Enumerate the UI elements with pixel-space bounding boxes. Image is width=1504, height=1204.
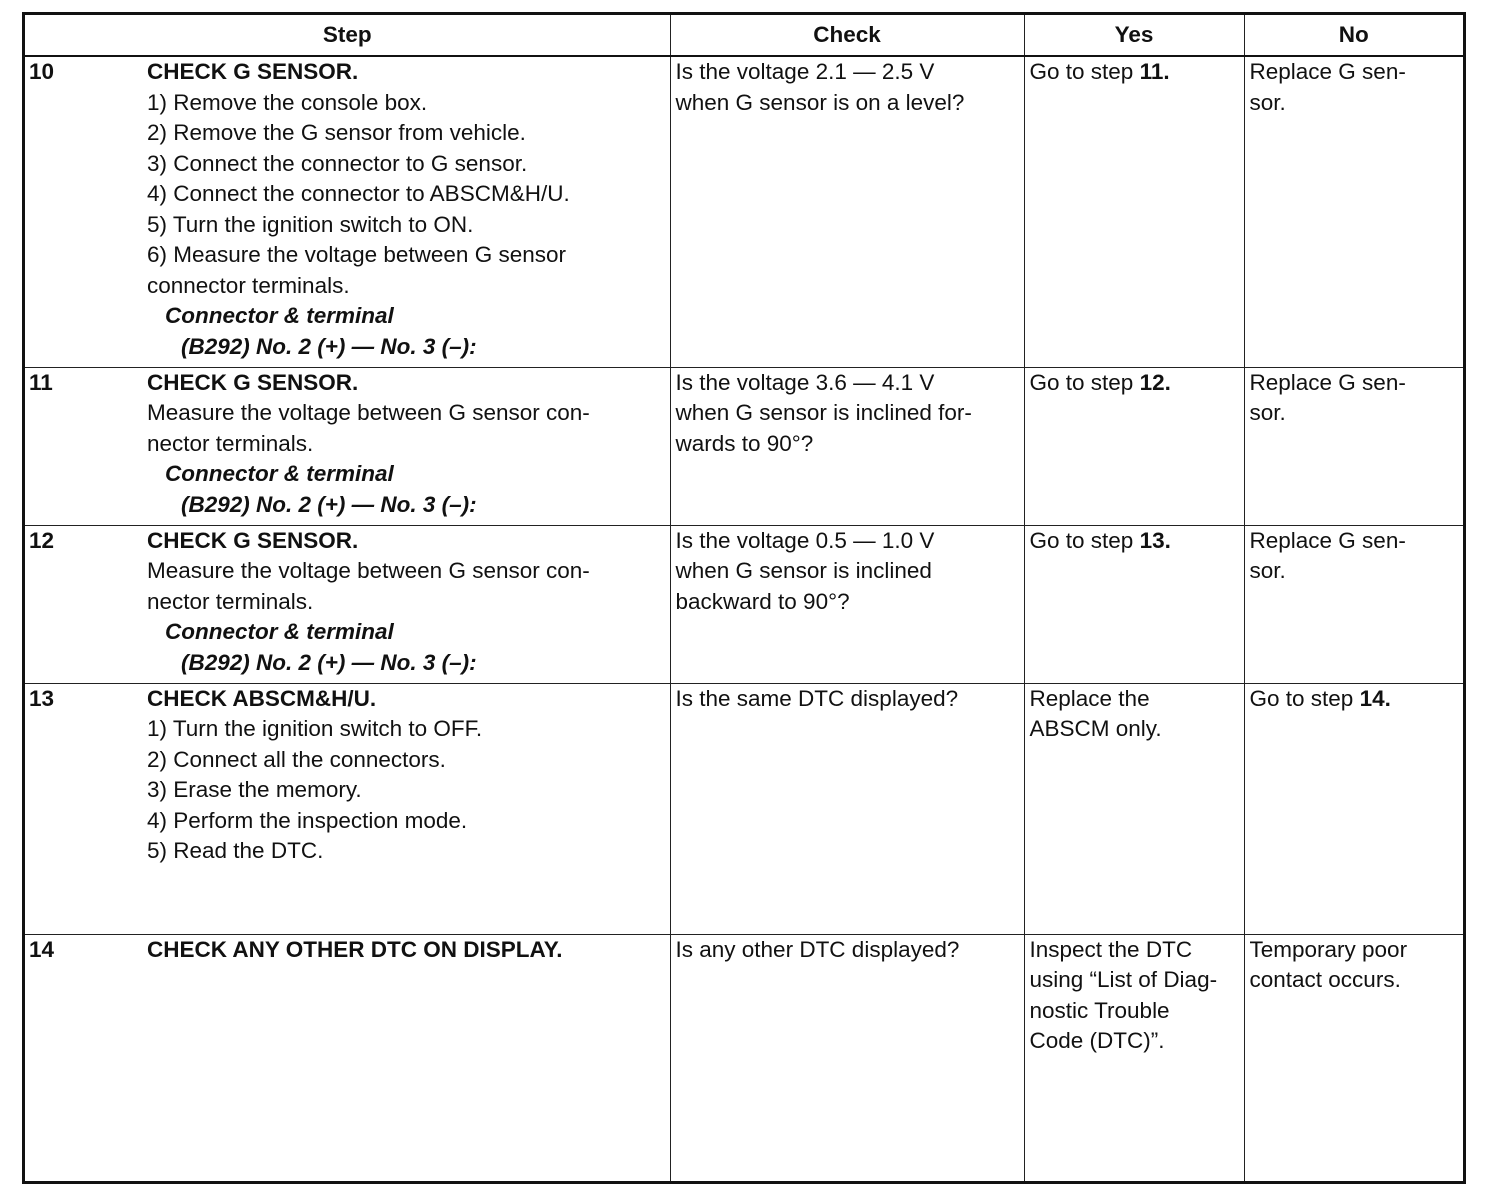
table-row-14 [25,934,1463,1181]
step-line: 5) Read the DTC. [147,838,324,863]
check-line: when G sensor is on a level? [675,89,965,115]
yes-line: nostic Trouble [1029,997,1170,1023]
connector-label: Connector & terminal [165,461,394,486]
step-line: 4) Connect the connector to ABSCM&H/U. [147,181,570,206]
step-title: CHECK G SENSOR. [147,369,359,395]
yes-cell [1024,934,1244,1181]
diagnostic-table-frame [22,12,1466,1184]
table-row-10 [25,56,1463,367]
no-step-ref: 14. [1359,685,1391,711]
step-line: 1) Remove the console box. [147,89,428,115]
check-cell [670,56,1024,367]
no-cell [1244,56,1463,367]
step-title: CHECK ANY OTHER DTC ON DISPLAY. [147,936,563,962]
yes-cell [1024,367,1244,525]
step-line: 4) Perform the inspection mode. [147,807,468,833]
yes-text: Go to step [1029,59,1140,84]
step-title: CHECK ABSCM&H/U. [147,685,377,711]
table-row-13 [25,683,1463,934]
no-line: sor. [1249,558,1286,583]
no-line: Temporary poor [1249,936,1408,962]
no-cell [1244,934,1463,1181]
no-line: contact occurs. [1249,967,1401,992]
step-number: 11 [29,369,53,395]
table-row-11 [25,367,1463,525]
step-number: 10 [29,59,55,84]
yes-cell [1024,525,1244,683]
no-text: Go to step [1249,685,1360,711]
yes-text: Go to step [1029,369,1140,395]
yes-line: ABSCM only. [1029,716,1162,741]
step-line: 6) Measure the voltage between G sensor [147,242,566,267]
check-line: Is the voltage 0.5 — 1.0 V [675,527,935,553]
header-yes: Yes [1024,15,1244,56]
check-cell [670,683,1024,934]
step-cell [25,367,670,525]
step-title: CHECK G SENSOR. [147,59,359,84]
terminal-spec: (B292) No. 2 (+) — No. 3 (–): [181,333,477,359]
terminal-spec: (B292) No. 2 (+) — No. 3 (–): [181,649,477,675]
step-cell [25,683,670,934]
header-step: Step [25,15,670,56]
yes-step-ref: 11. [1139,59,1170,84]
check-line: Is any other DTC displayed? [675,936,960,962]
no-line: Replace G sen- [1249,369,1406,395]
step-line: 1) Turn the ignition switch to OFF. [147,716,483,741]
step-line: 2) Remove the G sensor from vehicle. [147,120,526,145]
step-cell [25,525,670,683]
step-line: 5) Turn the ignition switch to ON. [147,211,474,237]
connector-label: Connector & terminal [165,619,394,644]
no-line: sor. [1249,89,1286,115]
check-line: when G sensor is inclined [675,558,932,583]
check-cell [670,367,1024,525]
yes-line: Replace the [1029,685,1150,711]
no-line: Replace G sen- [1249,59,1406,84]
step-line: 2) Connect all the connectors. [147,746,446,772]
step-line: nector terminals. [147,588,314,614]
yes-cell [1024,683,1244,934]
no-cell [1244,683,1463,934]
check-line: when G sensor is inclined for- [675,400,972,425]
step-cell [25,934,670,1181]
step-title: CHECK G SENSOR. [147,527,359,553]
check-line: Is the voltage 3.6 — 4.1 V [675,369,935,395]
yes-step-ref: 13. [1139,527,1171,553]
header-row [25,15,1463,56]
header-check: Check [670,15,1024,56]
step-line: Measure the voltage between G sensor con- [147,400,590,425]
step-line: nector terminals. [147,430,314,456]
yes-text: Go to step [1029,527,1140,553]
step-line: Measure the voltage between G sensor con- [147,558,590,583]
check-cell [670,934,1024,1181]
yes-line: using “List of Diag- [1029,967,1218,992]
yes-step-ref: 12. [1139,369,1171,395]
step-number: 14 [29,936,55,962]
header-no: No [1244,15,1463,56]
check-line: backward to 90°? [675,588,850,614]
yes-line: Inspect the DTC [1029,936,1193,962]
check-line: wards to 90°? [675,430,814,456]
no-cell [1244,367,1463,525]
yes-cell [1024,56,1244,367]
check-cell [670,525,1024,683]
step-line: 3) Connect the connector to G sensor. [147,150,528,176]
step-number: 13 [29,685,55,711]
check-line: Is the voltage 2.1 — 2.5 V [675,59,935,84]
diagnostic-table [25,15,1463,1181]
step-line: connector terminals. [147,272,350,298]
step-line: 3) Erase the memory. [147,777,362,802]
table-row-12 [25,525,1463,683]
step-number: 12 [29,527,55,553]
yes-line: Code (DTC)”. [1029,1028,1165,1053]
no-cell [1244,525,1463,683]
step-cell [25,56,670,367]
check-line: Is the same DTC displayed? [675,685,959,711]
no-line: Replace G sen- [1249,527,1406,553]
connector-label: Connector & terminal [165,303,394,328]
no-line: sor. [1249,400,1286,425]
terminal-spec: (B292) No. 2 (+) — No. 3 (–): [181,491,477,517]
